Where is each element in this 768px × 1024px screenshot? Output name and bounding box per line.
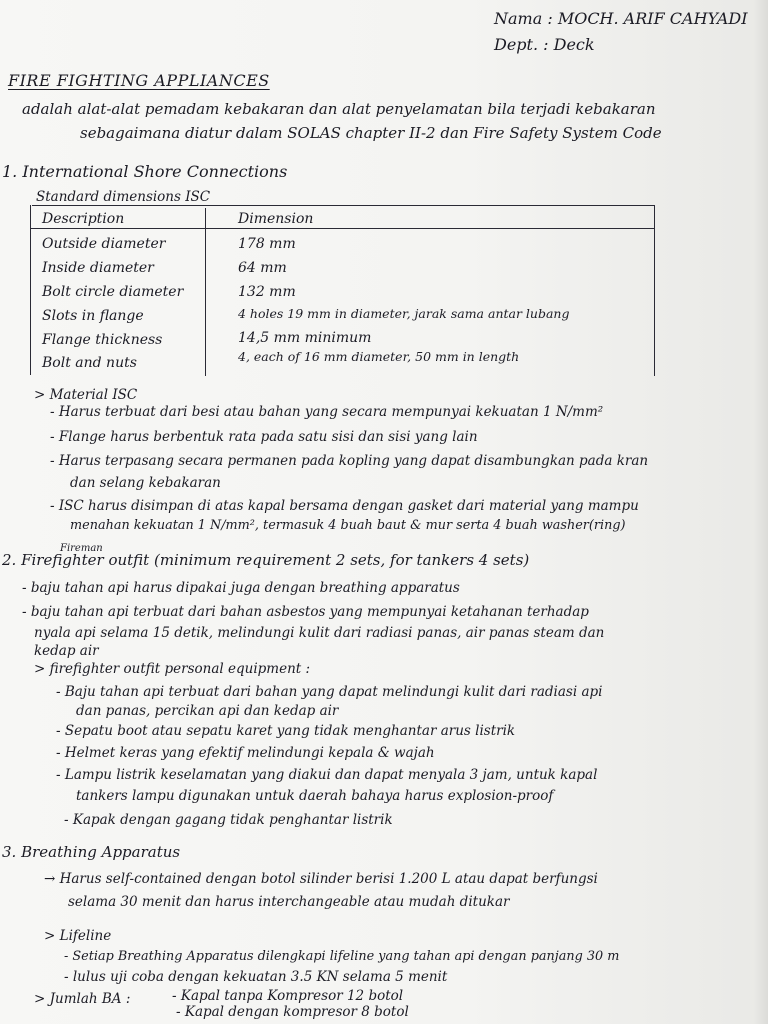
table-cell: 4 holes 19 mm in diameter, jarak sama antar lubang [238,306,570,321]
table-cell: Outside diameter [42,236,166,252]
table-cell: 64 mm [238,260,287,276]
breathing-item: → Harus self-contained dengan botol silinder berisi 1.200 L atau dapat berfungsi [44,871,598,887]
equipment-item: - Kapak dengan gagang tidak penghantar listrik [64,812,393,828]
table-header-dimension: Dimension [238,211,314,227]
table-header-description: Description [42,211,125,227]
table-subtitle: Standard dimensions ISC [36,189,211,205]
outfit-item: nyala api selama 15 detik, melindungi kulit dari radiasi panas, air panas steam dan [34,625,605,641]
table-cell: Flange thickness [42,332,163,348]
table-cell: 4, each of 16 mm diameter, 50 mm in length [238,349,520,364]
table-cell: 132 mm [238,284,296,300]
paper-edge-shadow [754,0,768,1024]
lifeline-item: - lulus uji coba dengan kekuatan 3.5 KN selama 5 menit [64,969,448,985]
breathing-item: selama 30 menit dan harus interchangeable atau mudah ditukar [68,894,510,910]
section-1-title: 1. International Shore Connections [2,162,288,181]
equipment-item: - Helmet keras yang efektif melindungi kepala & wajah [56,745,435,761]
intro-line-1: adalah alat-alat pemadam kebakaran dan alat penyelamatan bila terjadi kebakaran [22,100,656,118]
jumlah-item: - Kapal tanpa Kompresor 12 botol [172,988,404,1004]
jumlah-item: - Kapal dengan kompresor 8 botol [176,1004,409,1020]
name-line: Nama : MOCH. ARIF CAHYADI [494,9,748,28]
lifeline-title: > Lifeline [44,928,112,944]
material-item: - ISC harus disimpan di atas kapal bersama dengan gasket dari material yang mampu [50,498,639,514]
jumlah-label: > Jumlah BA : [34,991,131,1007]
table-cell: Bolt and nuts [42,355,137,371]
material-item: - Harus terbuat dari besi atau bahan yang secara mempunyai kekuatan 1 N/mm² [50,404,604,420]
material-item: - Flange harus berbentuk rata pada satu sisi dan sisi yang lain [50,429,478,445]
fireman-annotation: Fireman [60,543,103,554]
table-cell: Inside diameter [42,260,154,276]
table-column-divider [205,208,206,376]
dept-line: Dept. : Deck [494,35,595,54]
material-item: dan selang kebakaran [70,475,221,491]
material-item: menahan kekuatan 1 N/mm², termasuk 4 buah baut & mur serta 4 buah washer(ring) [70,518,626,533]
table-cell: Slots in flange [42,308,144,324]
table-header-divider [30,228,654,229]
equipment-item: - Baju tahan api terbuat dari bahan yang dapat melindungi kulit dari radiasi api [56,684,603,700]
intro-line-2: sebagaimana diatur dalam SOLAS chapter II-2 dan Fire Safety System Code [80,124,662,142]
lifeline-item: - Setiap Breathing Apparatus dilengkapi lifeline yang tahan api dengan panjang 30 m [64,949,620,964]
section-3-title: 3. Breathing Apparatus [2,843,181,861]
table-cell: 14,5 mm minimum [238,330,372,346]
material-title: > Material ISC [34,387,138,403]
material-item: - Harus terpasang secara permanen pada kopling yang dapat disambungkan pada kran [50,453,649,469]
table-left-border [30,205,31,375]
table-cell: Bolt circle diameter [42,284,184,300]
equipment-item: tankers lampu digunakan untuk daerah bahaya harus explosion-proof [76,788,554,804]
outfit-item: - baju tahan api terbuat dari bahan asbestos yang mempunyai ketahanan terhadap [22,604,589,620]
outfit-item: - baju tahan api harus dipakai juga dengan breathing apparatus [22,580,460,596]
equipment-item: - Lampu listrik keselamatan yang diakui dan dapat menyala 3 jam, untuk kapal [56,767,598,783]
equipment-item: dan panas, percikan api dan kedap air [76,703,339,719]
table-cell: 178 mm [238,236,296,252]
page-title: FIRE FIGHTING APPLIANCES [8,71,270,90]
personal-equipment-title: > firefighter outfit personal equipment : [34,661,311,677]
section-2-title: 2. Firefighter outfit (minimum requirement 2 sets, for tankers 4 sets) [2,551,530,569]
outfit-item: kedap air [34,643,99,659]
equipment-item: - Sepatu boot atau sepatu karet yang tidak menghantar arus listrik [56,723,516,739]
